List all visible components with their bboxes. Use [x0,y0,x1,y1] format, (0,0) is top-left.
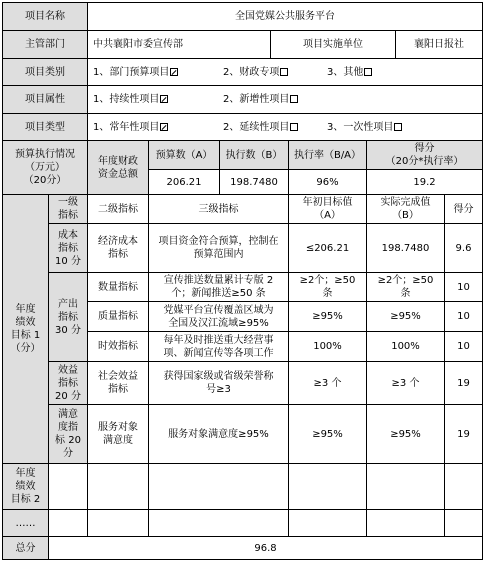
table-row-4-actual: ≥3 个 [366,361,445,405]
total-label: 总分 [2,536,49,560]
total-score-value: 96.8 [48,536,483,560]
rate-header: 执行率（B/A） [288,140,367,170]
table-row-1-actual: ≥2个；≥50 条 [366,272,445,302]
score-header: 得分 （20分*执行率） [366,140,483,170]
empty-cell [366,463,445,510]
level1-output: 产出 指标 30 分 [48,272,88,362]
table-row-1-level2: 数量指标 [87,272,149,302]
checkbox-icon [394,123,402,131]
checkbox-icon [290,123,298,131]
table-row-0-level2: 经济成本 指标 [87,223,149,273]
target-header: 年初目标值 （A） [288,194,367,224]
project-name-value: 全国党媒公共服务平台 [87,2,483,31]
empty-cell [48,509,88,537]
checkbox-icon [170,68,178,76]
fund-total-label: 年度财政 资金总额 [87,140,149,195]
table-row-0-level3: 项目资金符合预算，控制在 预算范围内 [148,223,289,273]
rate-value: 96% [288,169,367,195]
performance-target-2-label: 年度 绩效 目标 2 [2,463,49,510]
checkbox-icon [160,123,168,131]
unit-value: 襄阳日报社 [395,30,483,59]
dept-label: 主管部门 [2,30,88,59]
table-row-0-score: 9.6 [444,223,483,273]
exec-value: 198.7480 [219,169,289,195]
level2-header: 二级指标 [87,194,149,224]
table-row-5-score: 19 [444,404,483,464]
table-row-3-score: 10 [444,331,483,362]
budget-value: 206.21 [148,169,220,195]
table-row-2-actual: ≥95% [366,301,445,332]
ellipsis-label: …… [2,509,49,537]
table-row-1-score: 10 [444,272,483,302]
table-row-2-level2: 质量指标 [87,301,149,332]
table-row-5-level2: 服务对象 满意度 [87,404,149,464]
category-options [87,58,483,86]
checkbox-icon [364,68,372,76]
checkbox-icon [290,95,298,103]
empty-cell [444,463,483,510]
unit-label: 项目实施单位 [270,30,396,59]
attribute-options [87,85,483,114]
attribute-option-2: 2、新增性项目 [223,93,298,106]
table-row-4-score: 19 [444,361,483,405]
type-option-1: 1、常年性项目 [93,121,223,134]
empty-cell [87,463,149,510]
category-option-2: 2、财政专项 [223,66,327,79]
empty-cell [444,509,483,537]
empty-cell [48,463,88,510]
empty-cell [87,509,149,537]
checkbox-icon [280,68,288,76]
attribute-label: 项目属性 [2,85,88,114]
level1-header: 一级 指标 [48,194,88,224]
empty-cell [148,463,289,510]
table-row-0-actual: 198.7480 [366,223,445,273]
table-row-3-level3: 每年及时推送重大经营事 项、新闻宣传等各项工作 [148,331,289,362]
empty-cell [288,509,367,537]
empty-cell [288,463,367,510]
score-col-header: 得分 [444,194,483,224]
budget-section-label: 预算执行情况 （万元） （20分） [2,140,88,195]
table-row-5-level3: 服务对象满意度≥95% [148,404,289,464]
category-label: 项目类别 [2,58,88,86]
type-options [87,113,483,141]
category-option-3: 3、其他 [327,66,372,79]
level1-satisfaction: 满意 度指 标 20 分 [48,404,88,464]
budget-score-value: 19.2 [366,169,483,195]
table-row-1-level3: 宣传推送数量累计专版 2 个；新闻推送≥50 条 [148,272,289,302]
table-row-3-actual: 100% [366,331,445,362]
level3-header: 三级指标 [148,194,289,224]
empty-cell [366,509,445,537]
budget-header: 预算数（A） [148,140,220,170]
actual-header: 实际完成值 （B） [366,194,445,224]
exec-header: 执行数（B） [219,140,289,170]
type-label: 项目类型 [2,113,88,141]
table-row-4-level2: 社会效益 指标 [87,361,149,405]
performance-target-1-label: 年度 绩效 目标 1 （分） [2,194,49,464]
empty-cell [148,509,289,537]
table-row-5-actual: ≥95% [366,404,445,464]
attribute-option-1: 1、持续性项目 [93,93,223,106]
table-row-2-level3: 党媒平台宣传覆盖区域为 全国及汉江流域≥95% [148,301,289,332]
table-row-3-target: 100% [288,331,367,362]
performance-table [2,2,483,560]
table-row-1-target: ≥2个；≥50 条 [288,272,367,302]
table-row-4-level3: 获得国家级或省级荣誉称 号≥3 [148,361,289,405]
table-row-2-target: ≥95% [288,301,367,332]
level1-benefit: 效益 指标 20 分 [48,361,88,405]
checkbox-icon [160,95,168,103]
table-row-4-target: ≥3 个 [288,361,367,405]
table-row-2-score: 10 [444,301,483,332]
level1-cost: 成本 指标 10 分 [48,223,88,273]
table-row-3-level2: 时效指标 [87,331,149,362]
type-option-3: 3、一次性项目 [327,121,402,134]
table-row-0-target: ≤206.21 [288,223,367,273]
table-row-5-target: ≥95% [288,404,367,464]
dept-value: 中共襄阳市委宣传部 [87,30,271,59]
category-option-1: 1、部门预算项目 [93,66,223,79]
project-name-label: 项目名称 [2,2,88,31]
type-option-2: 2、延续性项目 [223,121,327,134]
